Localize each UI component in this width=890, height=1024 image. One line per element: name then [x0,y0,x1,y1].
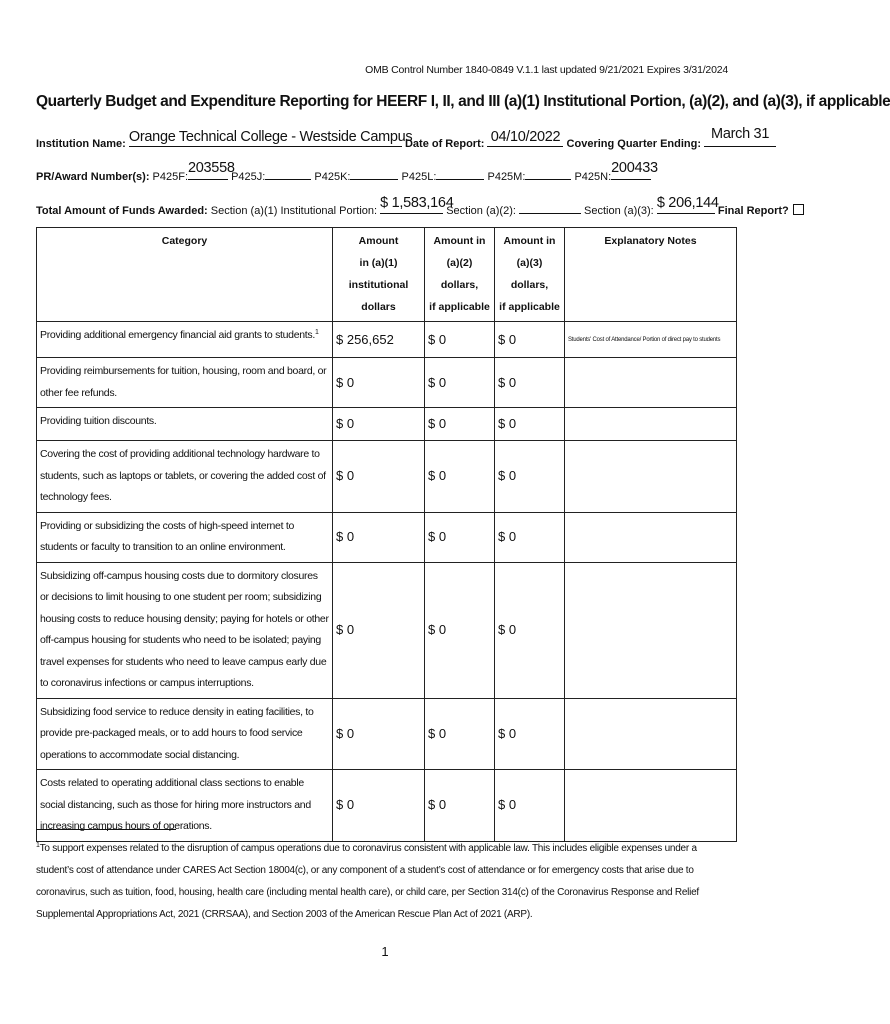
category-cell [37,358,333,408]
final-report-label: Final Report? [717,205,789,217]
a1-label: Section (a)(1) Institutional Portion: [210,205,378,217]
a2-amount-cell[interactable] [425,562,495,698]
header-a2-line1: Amount in [433,235,486,247]
header-a3-line3: if applicable [499,301,560,313]
a1-amount: $ 0 [336,416,355,431]
note-text: Students' Cost of Attendance/ Portion of direct pay to students [568,336,721,343]
header-a1-line3: institutional dollars [348,279,409,313]
a3-value: $ 206,144 [656,195,719,211]
a2-field[interactable] [519,200,581,214]
table-header-row [37,228,737,322]
date-value: 04/10/2022 [490,129,561,145]
a2-amount: $ 0 [428,797,447,813]
date-field[interactable] [487,129,563,147]
a3-amount: $ 0 [498,374,517,390]
category-cell [37,512,333,562]
a3-amount: $ 0 [498,797,517,813]
footnote-ref: 1 [314,329,319,336]
p425n-label: P425N: [574,171,612,183]
a2-amount: $ 0 [428,331,447,347]
p425m-field[interactable] [525,166,571,180]
a3-amount-cell[interactable] [495,408,565,441]
a3-amount-cell[interactable] [495,358,565,408]
page-number: 1 [381,944,389,959]
institution-field[interactable] [128,129,413,147]
a3-amount: $ 0 [498,725,517,741]
notes-cell[interactable] [565,358,737,408]
date-label: Date of Report: [404,138,485,150]
a1-amount: $ 0 [336,529,355,544]
a1-amount-cell[interactable] [333,322,425,358]
header-a3 [495,228,565,322]
a2-amount-cell[interactable] [425,441,495,513]
quarter-field[interactable] [704,126,776,147]
category-cell [37,408,333,441]
a2-amount-cell[interactable] [425,358,495,408]
a1-amount: $ 0 [336,374,355,390]
category-cell [37,322,333,358]
a3-amount: $ 0 [498,416,517,431]
a1-amount: $ 0 [336,468,355,484]
institution-row [36,126,770,150]
a1-amount-cell[interactable] [333,770,425,842]
a1-amount-cell[interactable] [333,441,425,513]
table-row [37,562,737,698]
a2-amount-cell[interactable] [425,698,495,770]
category-text: Covering the cost of providing additional technology hardware to students, such as laptops or tablets, or covering the added cost of technology fees. [40,448,326,503]
table-row [37,322,737,358]
a1-amount-cell[interactable] [333,358,425,408]
a2-amount: $ 0 [428,468,447,484]
category-text: Subsidizing food service to reduce density in eating facilities, to provide pre-packaged meals, or to add hours to food service operations to accommodate social distancing. [40,705,314,761]
a2-amount-cell[interactable] [425,408,495,441]
a1-amount: $ 256,652 [336,331,394,347]
footnote-text: To support expenses related to the disruption of campus operations due to coronavirus consistent with applicable law. This includes eligible expenses under a student’s cost of attendance under CARES Act Section 18004(c), or any component of a student’s cost of attendance or for emergency costs that arise due to coronavirus, such as tuition, food, housing, health care (including mental health care), or child care, per Section 314(c) of the Coronavirus Response and Relief Supplemental Appropriations Act, 2021 (CRRSAA), and Section 2003 of the American Rescue Plan Act of 2021 (ARP). [36,843,699,920]
notes-cell[interactable] [565,408,737,441]
notes-cell[interactable] [565,441,737,513]
a3-amount: $ 0 [498,468,517,484]
header-a2-line2: (a)(2) dollars, [440,257,479,291]
award-label: PR/Award Number(s): [36,171,150,183]
category-cell [37,562,333,698]
p425f-value: 203558 [188,160,235,176]
a1-amount: $ 0 [336,622,355,637]
header-a2-line3: if applicable [429,301,490,313]
category-text: Providing reimbursements for tuition, housing, room and board, or other fee refunds. [40,365,327,399]
a3-amount-cell[interactable] [495,770,565,842]
a3-amount-cell[interactable] [495,698,565,770]
notes-cell[interactable] [565,698,737,770]
institution-label: Institution Name: [36,138,126,150]
final-report-checkbox[interactable] [793,204,804,215]
header-category-text: Category [161,235,208,247]
notes-cell[interactable] [565,770,737,842]
table-row [37,512,737,562]
a3-field[interactable] [656,195,719,214]
category-cell [37,770,333,842]
header-a3-line1: Amount in [503,235,556,247]
category-text: Providing tuition discounts. [40,415,157,427]
header-a1-line2: in (a)(1) [359,257,398,269]
table-row [37,698,737,770]
header-notes [565,228,737,322]
a3-amount-cell[interactable] [495,441,565,513]
p425f-label: P425F: [152,171,189,183]
category-text: Subsidizing off-campus housing costs due to dormitory closures or decisions to limit housing to one student per room; subsidizing housing costs to reduce housing density; paying for hotels or other off-campus housing for students who need to be isolated; paying travel expenses for students who need to leave campus early due to coronavirus infections or campus interruptions. [40,569,329,689]
table-row [37,358,737,408]
a2-amount: $ 0 [428,622,447,637]
p425j-field[interactable] [265,166,311,180]
category-cell [37,698,333,770]
total-funds-row [36,195,789,217]
a1-amount-cell[interactable] [333,408,425,441]
table-row [37,441,737,513]
a2-amount: $ 0 [428,725,447,741]
category-text: Providing or subsidizing the costs of high-speed internet to students or faculty to transition to an online environment. [40,519,294,553]
table-row [37,408,737,441]
quarter-value: March 31 [711,126,770,142]
p425n-value: 200433 [611,160,658,176]
page-title: Quarterly Budget and Expenditure Reporting for HEERF I, II, and III (a)(1) Institutional Portion, (a)(2), and (a)(3), if applicable [36,93,890,110]
a1-amount-cell[interactable] [333,512,425,562]
a3-amount: $ 0 [498,331,517,347]
notes-cell[interactable] [565,322,737,358]
p425l-field[interactable] [436,166,484,180]
a3-amount: $ 0 [498,529,517,544]
p425k-field[interactable] [350,166,398,180]
footnote [36,838,736,926]
a3-amount-cell[interactable] [495,512,565,562]
header-notes-text: Explanatory Notes [604,235,697,247]
p425f-field[interactable] [188,160,235,180]
expenditure-table [36,227,737,842]
a1-value: $ 1,583,164 [380,195,454,211]
a2-amount: $ 0 [428,529,447,544]
p425j-label: P425J: [231,171,266,183]
institution-value: Orange Technical College - Westside Campus [128,129,413,145]
a1-amount-cell[interactable] [333,698,425,770]
header-category [37,228,333,322]
a1-amount: $ 0 [336,797,355,813]
header-a1 [333,228,425,322]
a1-amount-cell[interactable] [333,562,425,698]
header-a3-line2: (a)(3) dollars, [510,257,549,291]
category-cell [37,441,333,513]
a2-amount-cell[interactable] [425,770,495,842]
omb-control-number: OMB Control Number 1840-0849 V.1.1 last updated 9/21/2021 Expires 3/31/2024 [365,64,728,76]
a2-amount: $ 0 [428,374,447,390]
a3-amount: $ 0 [498,622,517,637]
total-funds-label: Total Amount of Funds Awarded: [36,205,208,217]
a1-amount: $ 0 [336,725,355,741]
p425m-label: P425M: [487,171,526,183]
a2-amount-cell[interactable] [425,512,495,562]
notes-cell[interactable] [565,512,737,562]
notes-cell[interactable] [565,562,737,698]
category-text: Costs related to operating additional class sections to enable social distancing, such as those for hiring more instructors and increasing campus hours of operations. [40,777,311,832]
p425n-field[interactable] [611,160,658,180]
header-a2 [425,228,495,322]
category-text: Providing additional emergency financial aid grants to students. [40,329,315,341]
footnote-divider [36,829,176,830]
a3-label: Section (a)(3): [584,205,654,217]
footnote-mark: 1 [36,842,40,849]
header-a1-line1: Amount [358,235,399,247]
a2-amount: $ 0 [428,416,447,431]
a2-amount-cell[interactable] [425,322,495,358]
quarter-label: Covering Quarter Ending: [566,138,702,150]
a3-amount-cell[interactable] [495,322,565,358]
p425l-label: P425L: [401,171,437,183]
a3-amount-cell[interactable] [495,562,565,698]
award-row [36,160,756,183]
p425k-label: P425K: [314,171,351,183]
a2-label: Section (a)(2): [446,205,516,217]
table-row [37,770,737,842]
a1-field[interactable] [380,195,454,214]
